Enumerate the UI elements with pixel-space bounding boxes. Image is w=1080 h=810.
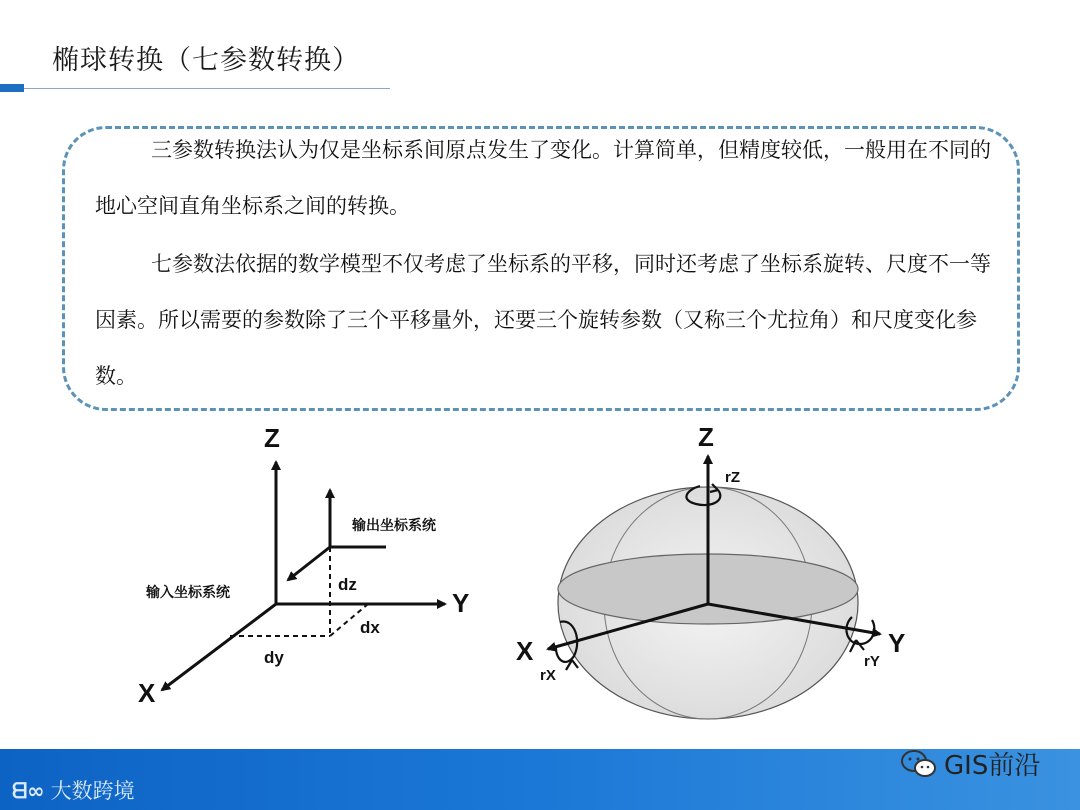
right-x-label: X <box>516 636 534 666</box>
left-z-label: Z <box>264 423 280 453</box>
brand-name: 大数跨境 <box>50 779 135 803</box>
right-z-label: Z <box>698 422 714 452</box>
right-rotation-diagram <box>516 422 905 719</box>
rz-label: rZ <box>725 469 740 486</box>
rx-label: rX <box>540 667 556 684</box>
watermark <box>900 745 1040 782</box>
left-translation-diagram <box>138 423 469 708</box>
left-x-axis <box>162 604 276 690</box>
input-system-label: 输入坐标系统 <box>146 585 230 601</box>
brand-logo-icon: ᗺ∞ <box>12 779 45 803</box>
ry-label: rY <box>864 653 880 670</box>
paragraph-three-parameter: 三参数转换法认为仅是坐标系间原点发生了变化。计算简单，但精度较低，一般用在不同的地心空间直角坐标系之间的转换。 <box>95 138 991 218</box>
wechat-icon <box>900 749 938 779</box>
footer-brand <box>12 775 135 805</box>
left-x-label: X <box>138 678 156 708</box>
page-title: 椭球转换（七参数转换） <box>52 45 360 76</box>
right-y-label: Y <box>888 628 906 658</box>
dz-label: dz <box>338 575 357 594</box>
dy-label: dy <box>264 648 284 667</box>
left-y-label: Y <box>452 588 470 618</box>
dx-label: dx <box>360 618 380 637</box>
output-x-axis <box>288 547 330 580</box>
output-system-label: 输出坐标系统 <box>352 518 436 534</box>
paragraph-seven-parameter: 七参数法依据的数学模型不仅考虑了坐标系的平移，同时还考虑了坐标系旋转、尺度不一等因素。所以需要的参数除了三个平移量外，还要三个旋转参数（又称三个尤拉角）和尺度变化参数。 <box>95 252 991 388</box>
watermark-text: GIS前沿 <box>944 751 1041 781</box>
